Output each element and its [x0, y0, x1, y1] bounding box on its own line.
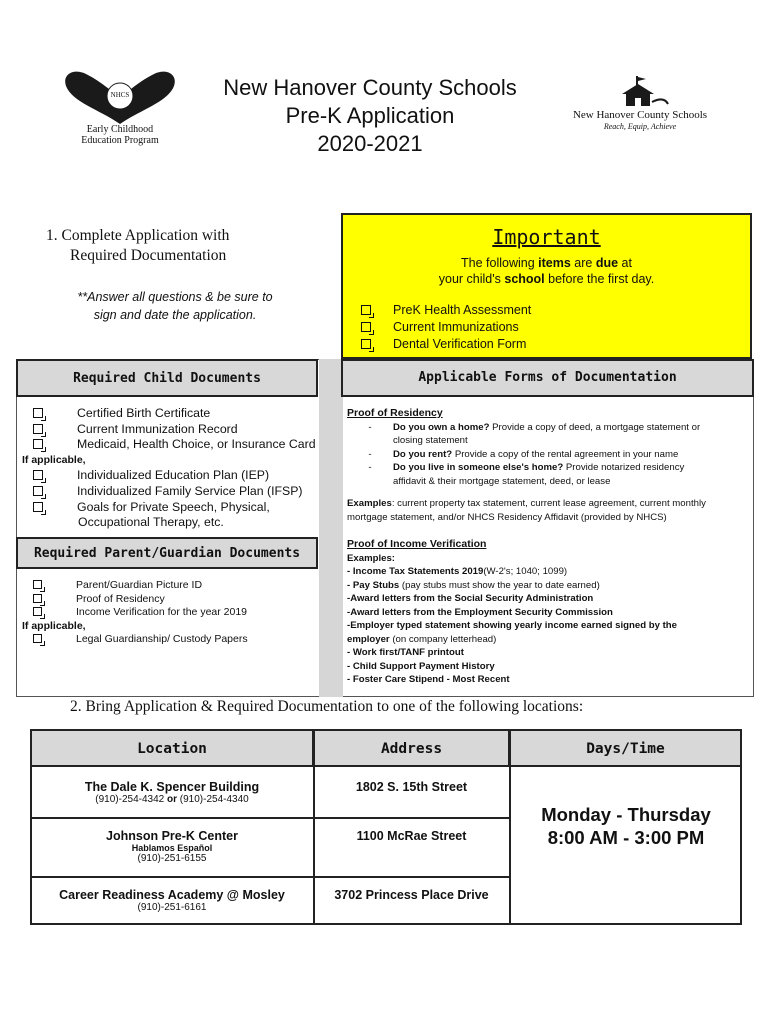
table-divider: [30, 817, 511, 819]
col-header-address: Address: [313, 729, 510, 767]
if-applicable-label: If applicable,: [22, 619, 86, 632]
item-label: Current Immunization Record: [77, 421, 238, 436]
item-label: Proof of Residency: [76, 592, 165, 605]
location-address: 1100 McRae Street: [356, 829, 467, 843]
question: Do you rent?: [393, 448, 453, 460]
checkbox-icon: [33, 580, 42, 589]
list-item: [22, 484, 322, 500]
income-examples-label: Examples:: [347, 552, 395, 564]
list-item: [361, 336, 531, 353]
question: Do you own a home?: [393, 421, 490, 433]
income-item: [347, 633, 747, 647]
examples-text: mortgage statement, and/or NHCS Residency Affidavit (provided by NHCS): [347, 511, 667, 523]
table-row: [32, 780, 312, 805]
item-label: Income Verification for the year 2019: [76, 606, 248, 619]
location-address: 1802 S. 15th Street: [355, 780, 468, 794]
text: (on company letterhead): [389, 633, 497, 645]
income-title: Proof of Income Verification: [347, 538, 487, 550]
text: school: [504, 272, 545, 286]
text: (910)-254-4340: [177, 794, 249, 805]
forms-of-documentation: [347, 407, 747, 687]
item-label: Parent/Guardian Picture ID: [76, 579, 203, 591]
list-item: [361, 319, 531, 336]
text: (W-2's; 1040; 1099): [483, 566, 568, 577]
answer-cont: closing statement: [393, 435, 468, 446]
location-phone: (910)-251-6155: [137, 853, 207, 864]
item-label: Goals for Private Speech, Physical,: [77, 499, 270, 514]
checkbox-icon: [33, 594, 42, 603]
list-item: [22, 633, 322, 647]
if-applicable-label: If applicable,: [22, 453, 86, 466]
child-docs-list: [22, 406, 322, 531]
answer: Provide notarized residency: [563, 462, 685, 473]
checkbox-icon: [361, 305, 371, 315]
location-note: Hablamos Español: [131, 843, 213, 853]
location-address: 3702 Princess Place Drive: [334, 888, 489, 902]
checkbox-icon: [33, 486, 43, 496]
note-line: sign and date the application.: [93, 308, 257, 322]
income-item: - Foster Care Stipend - Most Recent: [347, 674, 510, 685]
location-name: The Dale K. Spencer Building: [84, 780, 260, 794]
text: The following: [461, 256, 539, 270]
logo-line: Education Program: [81, 135, 159, 146]
income-item: [347, 565, 747, 579]
step-2-heading: 2. Bring Application & Required Documentation to one of the following locations:: [70, 698, 584, 715]
item-label: Legal Guardianship/ Custody Papers: [76, 633, 248, 646]
residency-item: - Do you own a home? Provide a copy of deed, a mortgage statement or closing statement: [368, 421, 701, 446]
text: (910)-254-4342: [95, 794, 167, 805]
checkbox-icon: [33, 470, 43, 480]
step-1-heading: [46, 226, 316, 266]
list-item: [22, 437, 322, 453]
income-item: - Work first/TANF printout: [347, 647, 464, 658]
list-item: [22, 422, 322, 438]
item-label: Medicaid, Health Choice, or Insurance Card: [77, 437, 316, 452]
checkbox-icon: [33, 607, 42, 616]
income-item: - Child Support Payment History: [347, 660, 495, 672]
list-item: [22, 593, 322, 607]
residency-item: - Do you rent? Provide a copy of the rental agreement in your name: [368, 448, 679, 460]
location-name: Johnson Pre-K Center: [106, 829, 238, 843]
step-1-line: 1. Complete Application with: [46, 227, 230, 244]
checkbox-icon: [361, 339, 371, 349]
table-divider: [30, 876, 511, 878]
important-subtitle: [343, 255, 750, 287]
logo-left-caption: [60, 124, 180, 146]
col-header-days: Days/Time: [509, 729, 742, 767]
title-line: New Hanover County Schools: [223, 75, 517, 100]
child-docs-header: Required Child Documents: [16, 359, 318, 397]
divider-column: [319, 359, 343, 697]
item-label: PreK Health Assessment: [393, 303, 532, 317]
text: are: [570, 256, 596, 270]
checkbox-icon: [33, 502, 43, 512]
table-row: [32, 888, 312, 913]
checkbox-icon: [33, 634, 42, 643]
question: Do you live in someone else's home?: [393, 462, 564, 473]
answer: Provide a copy of deed, a mortgage statement or: [489, 421, 701, 433]
nhcs-logo-text: [560, 110, 720, 132]
item-label: Dental Verification Form: [393, 337, 527, 351]
examples: [347, 497, 747, 524]
important-box: [341, 213, 752, 359]
item-label: Current Immunizations: [393, 320, 519, 334]
note-line: **Answer all questions & be sure to: [77, 290, 273, 304]
step-1-note: [40, 288, 310, 324]
table-row: [32, 829, 312, 864]
text: employer: [347, 633, 390, 645]
location-phone: [32, 794, 312, 805]
examples-label: Examples: [347, 498, 392, 509]
checkbox-icon: [33, 439, 43, 449]
income-item: -Award letters from the Social Security Administration: [347, 593, 594, 604]
schoolhouse-icon: [572, 74, 712, 110]
checkbox-icon: [33, 408, 43, 418]
days: Monday - Thursday: [541, 804, 711, 825]
text: - Pay Stubs: [347, 579, 400, 591]
logo-badge: NHCS: [110, 91, 130, 99]
income-item: [347, 579, 747, 593]
important-list: [361, 302, 531, 353]
text: before the first day.: [544, 272, 655, 286]
item-label: Individualized Family Service Plan (IFSP): [77, 483, 303, 498]
text: - Income Tax Statements 2019: [347, 566, 484, 577]
list-item: [22, 606, 322, 620]
days-time: [511, 803, 741, 849]
title-line: Pre-K Application: [285, 103, 455, 128]
text: at: [618, 256, 632, 270]
list-item: [22, 468, 322, 484]
logo-tagline: Reach, Equip, Achieve: [603, 122, 677, 131]
location-name: Career Readiness Academy @ Mosley: [59, 888, 285, 902]
item-label: Certified Birth Certificate: [77, 406, 211, 420]
answer: Provide a copy of the rental agreement in your name: [452, 448, 679, 460]
text: due: [595, 256, 619, 270]
page-title: [200, 74, 540, 158]
logo-name: New Hanover County Schools: [572, 109, 708, 121]
list-item: [361, 302, 531, 319]
item-label: Individualized Education Plan (IEP): [77, 468, 270, 483]
text: your child's: [438, 272, 505, 286]
col-header-location: Location: [30, 729, 314, 767]
title-line: 2020-2021: [317, 131, 423, 156]
logo-line: Early Childhood: [86, 124, 154, 135]
residency-title: Proof of Residency: [347, 407, 443, 419]
parent-docs-list: [22, 579, 322, 647]
checkbox-icon: [33, 424, 43, 434]
time: 8:00 AM - 3:00 PM: [547, 827, 705, 848]
text: items: [538, 256, 571, 270]
text: or: [167, 794, 177, 805]
income-item: -Employer typed statement showing yearly income earned signed by the: [347, 620, 678, 631]
list-item: [22, 406, 322, 422]
location-phone: (910)-251-6161: [137, 902, 207, 913]
forms-header: Applicable Forms of Documentation: [341, 359, 754, 397]
examples-text: : current property tax statement, current lease agreement, current monthly: [391, 498, 706, 509]
income-item: -Award letters from the Employment Security Commission: [347, 606, 613, 618]
answer-cont: affidavit & their mortgage statement, deed, or lease: [393, 475, 611, 487]
text: (pay stubs must show the year to date earned): [399, 579, 600, 591]
residency-item: - Do you live in someone else's home? Provide notarized residency affidavit & their mortgage statement, deed, or lease: [368, 462, 685, 487]
checkbox-icon: [361, 322, 371, 332]
parent-docs-header: Required Parent/Guardian Documents: [16, 537, 318, 569]
list-item: [22, 579, 322, 593]
list-item: [22, 500, 322, 516]
important-title: Important: [492, 225, 601, 249]
step-1-line: Required Documentation: [70, 247, 227, 264]
item-label-continued: Occupational Therapy, etc.: [78, 515, 224, 530]
